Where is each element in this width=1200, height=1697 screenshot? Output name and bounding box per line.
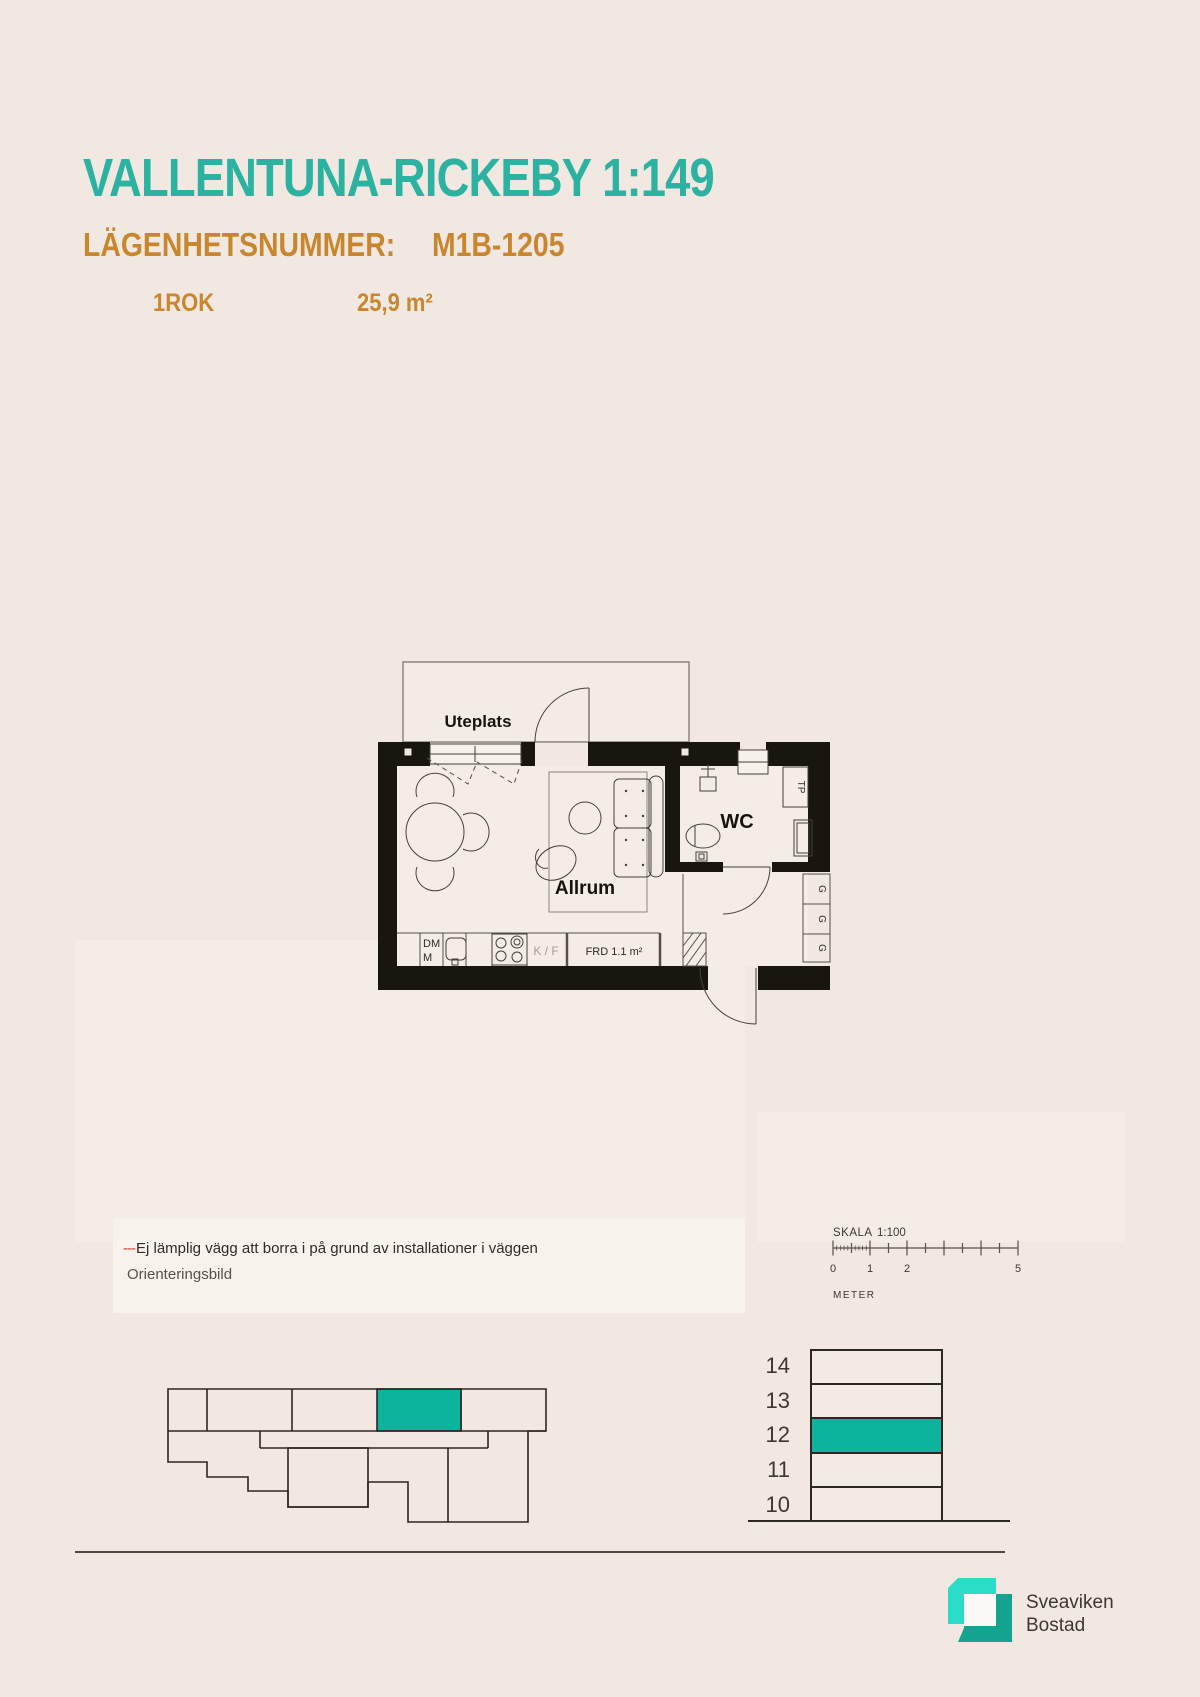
scale-tick-1: 1 [866,1263,874,1275]
floor-number: 10 [765,1491,790,1517]
logo-inner-square [964,1594,996,1626]
wardrobe-label: G [816,885,827,893]
micro-label: M [423,952,433,964]
terrace-window [430,744,521,764]
scale-tick-5: 5 [1014,1263,1022,1275]
floor-plan [340,600,860,1060]
fridge-freezer-label: K / F [533,944,559,958]
highlighted-unit [377,1389,461,1431]
apartment-number-value: M1B-1205 [432,226,565,263]
building-outline [168,1389,546,1522]
floor-row-14 [812,1351,941,1383]
logo-text [1026,1591,1114,1637]
wall-marker [404,748,412,756]
floor-number: 11 [767,1457,790,1483]
scale-unit: METER [833,1290,876,1301]
wc-niche [738,750,768,774]
scale-tick-2: 2 [903,1263,911,1275]
wardrobe-label: G [816,915,827,923]
floor-row-12-active [812,1417,941,1451]
interior-floor [397,766,808,966]
scale-ratio: 1:100 [877,1227,906,1239]
logo-line2: Bostad [1026,1615,1086,1636]
page-title: VALLENTUNA-RICKEBY 1:149 [83,148,714,208]
floor-row-11 [812,1452,941,1486]
living-room-label: Allrum [554,878,616,899]
scale-ruler [833,1241,1018,1256]
floor-indicator [748,1349,1010,1522]
scale-label: SKALA [833,1227,873,1239]
page-divider-line [75,1551,1005,1553]
floor-stack-groundline [748,1520,1010,1522]
storage-label: FRD 1.1 m² [585,946,643,958]
terrace [403,662,689,742]
floor-row-10 [812,1486,941,1520]
scale-tick-0: 0 [829,1263,837,1275]
entry-door [700,968,756,1024]
room-type: 1ROK [153,289,215,317]
drilling-note [123,1240,538,1257]
logo-line1: Sveaviken [1026,1592,1114,1613]
orientation-plan [150,1380,560,1530]
sveaviken-logo-mark [948,1578,1012,1644]
apartment-number-label: LÄGENHETSNUMMER: [83,226,396,263]
floor-number: 14 [765,1353,790,1379]
floor-row-13 [812,1383,941,1417]
note-text: Ej lämplig vägg att borra i på grund av installationer i väggen [136,1240,538,1257]
floor-number: 12 [765,1422,790,1448]
apartment-area: 25,9 m² [357,289,433,317]
orientation-caption: Orienteringsbild [127,1266,233,1283]
washer-tower-label: TP [795,780,806,794]
floor-number: 13 [765,1387,790,1413]
wardrobe-label: G [816,944,827,952]
wc-label: WC [720,811,754,833]
dishwasher-label: DM [423,938,441,950]
note-dashes: --- [123,1240,135,1257]
scale-bar [825,1220,1025,1310]
floor-numbers [748,1349,790,1522]
floor-stack-box [810,1349,943,1522]
wall-marker [681,748,689,756]
terrace-label: Uteplats [444,712,512,731]
